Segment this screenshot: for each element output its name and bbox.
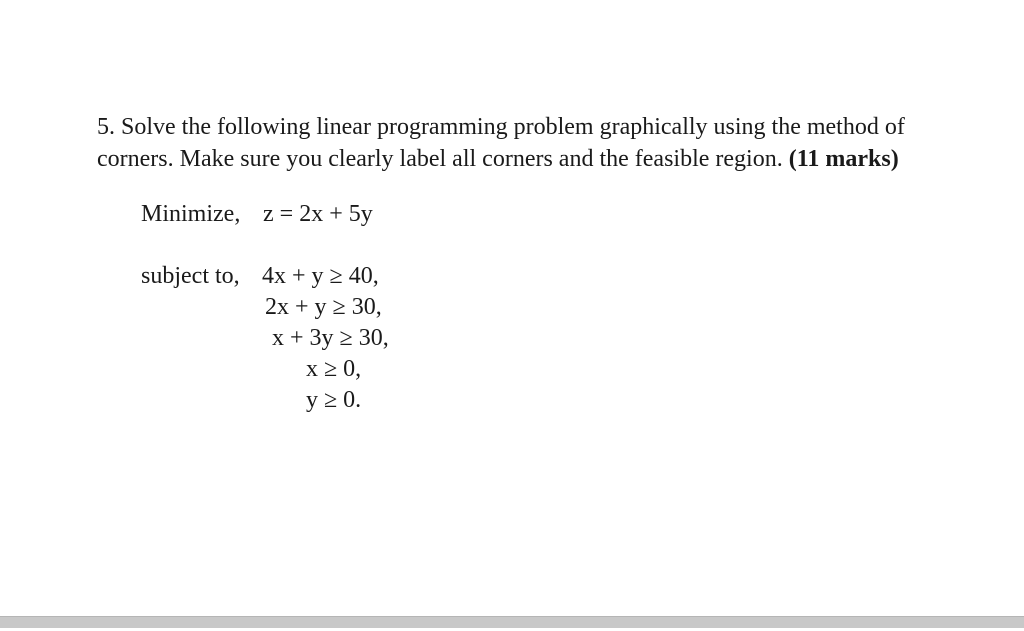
constraints-label: subject to, — [141, 263, 240, 289]
question-line-2-text: corners. Make sure you clearly label all corners and the feasible region. — [97, 146, 783, 172]
question-line-1: 5. Solve the following linear programming problem graphically using the method of — [97, 114, 905, 140]
question-line-2 — [97, 143, 997, 175]
marks-label: (11 marks) — [788, 146, 899, 172]
objective-expression: z = 2x + 5y — [263, 201, 373, 227]
constraint-expression: y ≥ 0. — [306, 387, 362, 413]
constraint-expression: x ≥ 0, — [306, 356, 362, 382]
objective-function — [141, 198, 373, 230]
objective-label: Minimize, — [141, 201, 241, 227]
constraint-expression: 2x + y ≥ 30, — [265, 294, 382, 320]
question-text — [97, 111, 997, 175]
bottom-scrollbar-track[interactable] — [0, 616, 1024, 628]
constraint-expression: 4x + y ≥ 40, — [262, 263, 379, 289]
constraint-expression: x + 3y ≥ 30, — [272, 325, 389, 351]
